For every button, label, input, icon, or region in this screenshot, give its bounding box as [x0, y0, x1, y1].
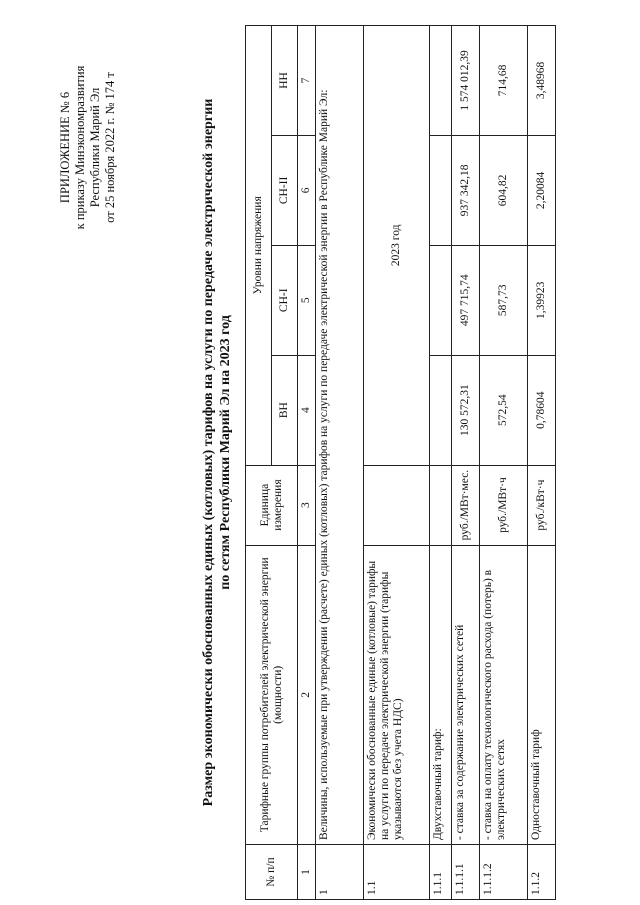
- row-index: 1.1: [364, 845, 430, 900]
- row-text: Экономически обоснованные единые (котловые) тарифы на услуги по передаче электрической энергии (тарифы указываются без учета НДС): [364, 545, 430, 844]
- title-line-2: по сетям Республики Марий Эл на 2023 год: [218, 315, 233, 590]
- row-unit: руб./кВт·ч: [528, 465, 556, 545]
- row-text: Двухставочный тариф:: [430, 545, 452, 844]
- empty-cell: [430, 135, 452, 245]
- table-row: [364, 26, 430, 900]
- colnum: 6: [298, 135, 316, 245]
- row-index: 1.1.1.2: [480, 845, 528, 900]
- tariff-table: [245, 25, 556, 900]
- empty-cell: [430, 245, 452, 355]
- value-sn1: 587,73: [480, 245, 528, 355]
- table-row: [430, 26, 452, 900]
- colnum: 7: [298, 26, 316, 136]
- row-text: Величины, используемые при утверждении (расчете) единых (котловых) тарифов на услуги по передаче электрической энергии в Республике Марий Эл:: [316, 26, 364, 845]
- header-nn: НН: [272, 26, 298, 136]
- value-sn2: 604,82: [480, 135, 528, 245]
- table-row: [452, 26, 480, 900]
- document-title: [200, 0, 234, 905]
- row-text: - ставка на оплату технологического расхода (потерь) в электрических сетях: [480, 545, 528, 844]
- row-unit-empty: [364, 465, 430, 545]
- header-no: № п/п: [246, 845, 298, 900]
- row-index: 1.1.1: [430, 845, 452, 900]
- table-row: [316, 26, 364, 900]
- appendix-date-line: от 25 ноября 2022 г. № 174 т: [103, 72, 117, 223]
- row-index: 1: [316, 845, 364, 900]
- header-sn2: СН-II: [272, 135, 298, 245]
- header-group: Тарифные группы потребителей электрической энергии (мощности): [246, 545, 298, 844]
- colnum: 1: [298, 845, 316, 900]
- table-row: [480, 26, 528, 900]
- value-sn1: 497 715,74: [452, 245, 480, 355]
- empty-cell: [430, 355, 452, 465]
- value-nn: 714,68: [480, 26, 528, 136]
- empty-cell: [430, 26, 452, 136]
- column-number-row: [298, 26, 316, 900]
- value-sn1: 1,39923: [528, 245, 556, 355]
- colnum: 2: [298, 545, 316, 844]
- row-index: 1.1.2: [528, 845, 556, 900]
- row-year: 2023 год: [364, 26, 430, 466]
- colnum: 3: [298, 465, 316, 545]
- row-text: - ставка за содержание электрических сетей: [452, 545, 480, 844]
- row-unit: руб./МВт·ч: [480, 465, 528, 545]
- value-vn: 572,54: [480, 355, 528, 465]
- value-nn: 3,48968: [528, 26, 556, 136]
- appendix-order-line: к приказу Минэкономразвития: [73, 65, 87, 230]
- appendix-block: [58, 30, 118, 265]
- row-unit: руб./МВт·мес.: [452, 465, 480, 545]
- header-unit: Единица измерения: [246, 465, 298, 545]
- colnum: 5: [298, 245, 316, 355]
- row-index: 1.1.1.1: [452, 845, 480, 900]
- header-vn: ВН: [272, 355, 298, 465]
- appendix-region-line: Республики Марий Эл: [88, 87, 102, 208]
- header-row-1: [246, 26, 272, 900]
- appendix-title: ПРИЛОЖЕНИЕ № 6: [58, 91, 72, 204]
- value-vn: 0,78604: [528, 355, 556, 465]
- table-row: [528, 26, 556, 900]
- value-nn: 1 574 012,39: [452, 26, 480, 136]
- value-vn: 130 572,31: [452, 355, 480, 465]
- value-sn2: 937 342,18: [452, 135, 480, 245]
- colnum: 4: [298, 355, 316, 465]
- empty-cell: [430, 465, 452, 545]
- value-sn2: 2,20084: [528, 135, 556, 245]
- row-text: Одноставочный тариф: [528, 545, 556, 844]
- header-voltage-levels: Уровни напряжения: [246, 26, 272, 466]
- title-line-1: Размер экономически обоснованных единых (котловых) тарифов на услуги по передаче электрической энергии: [201, 98, 216, 807]
- header-sn1: СН-I: [272, 245, 298, 355]
